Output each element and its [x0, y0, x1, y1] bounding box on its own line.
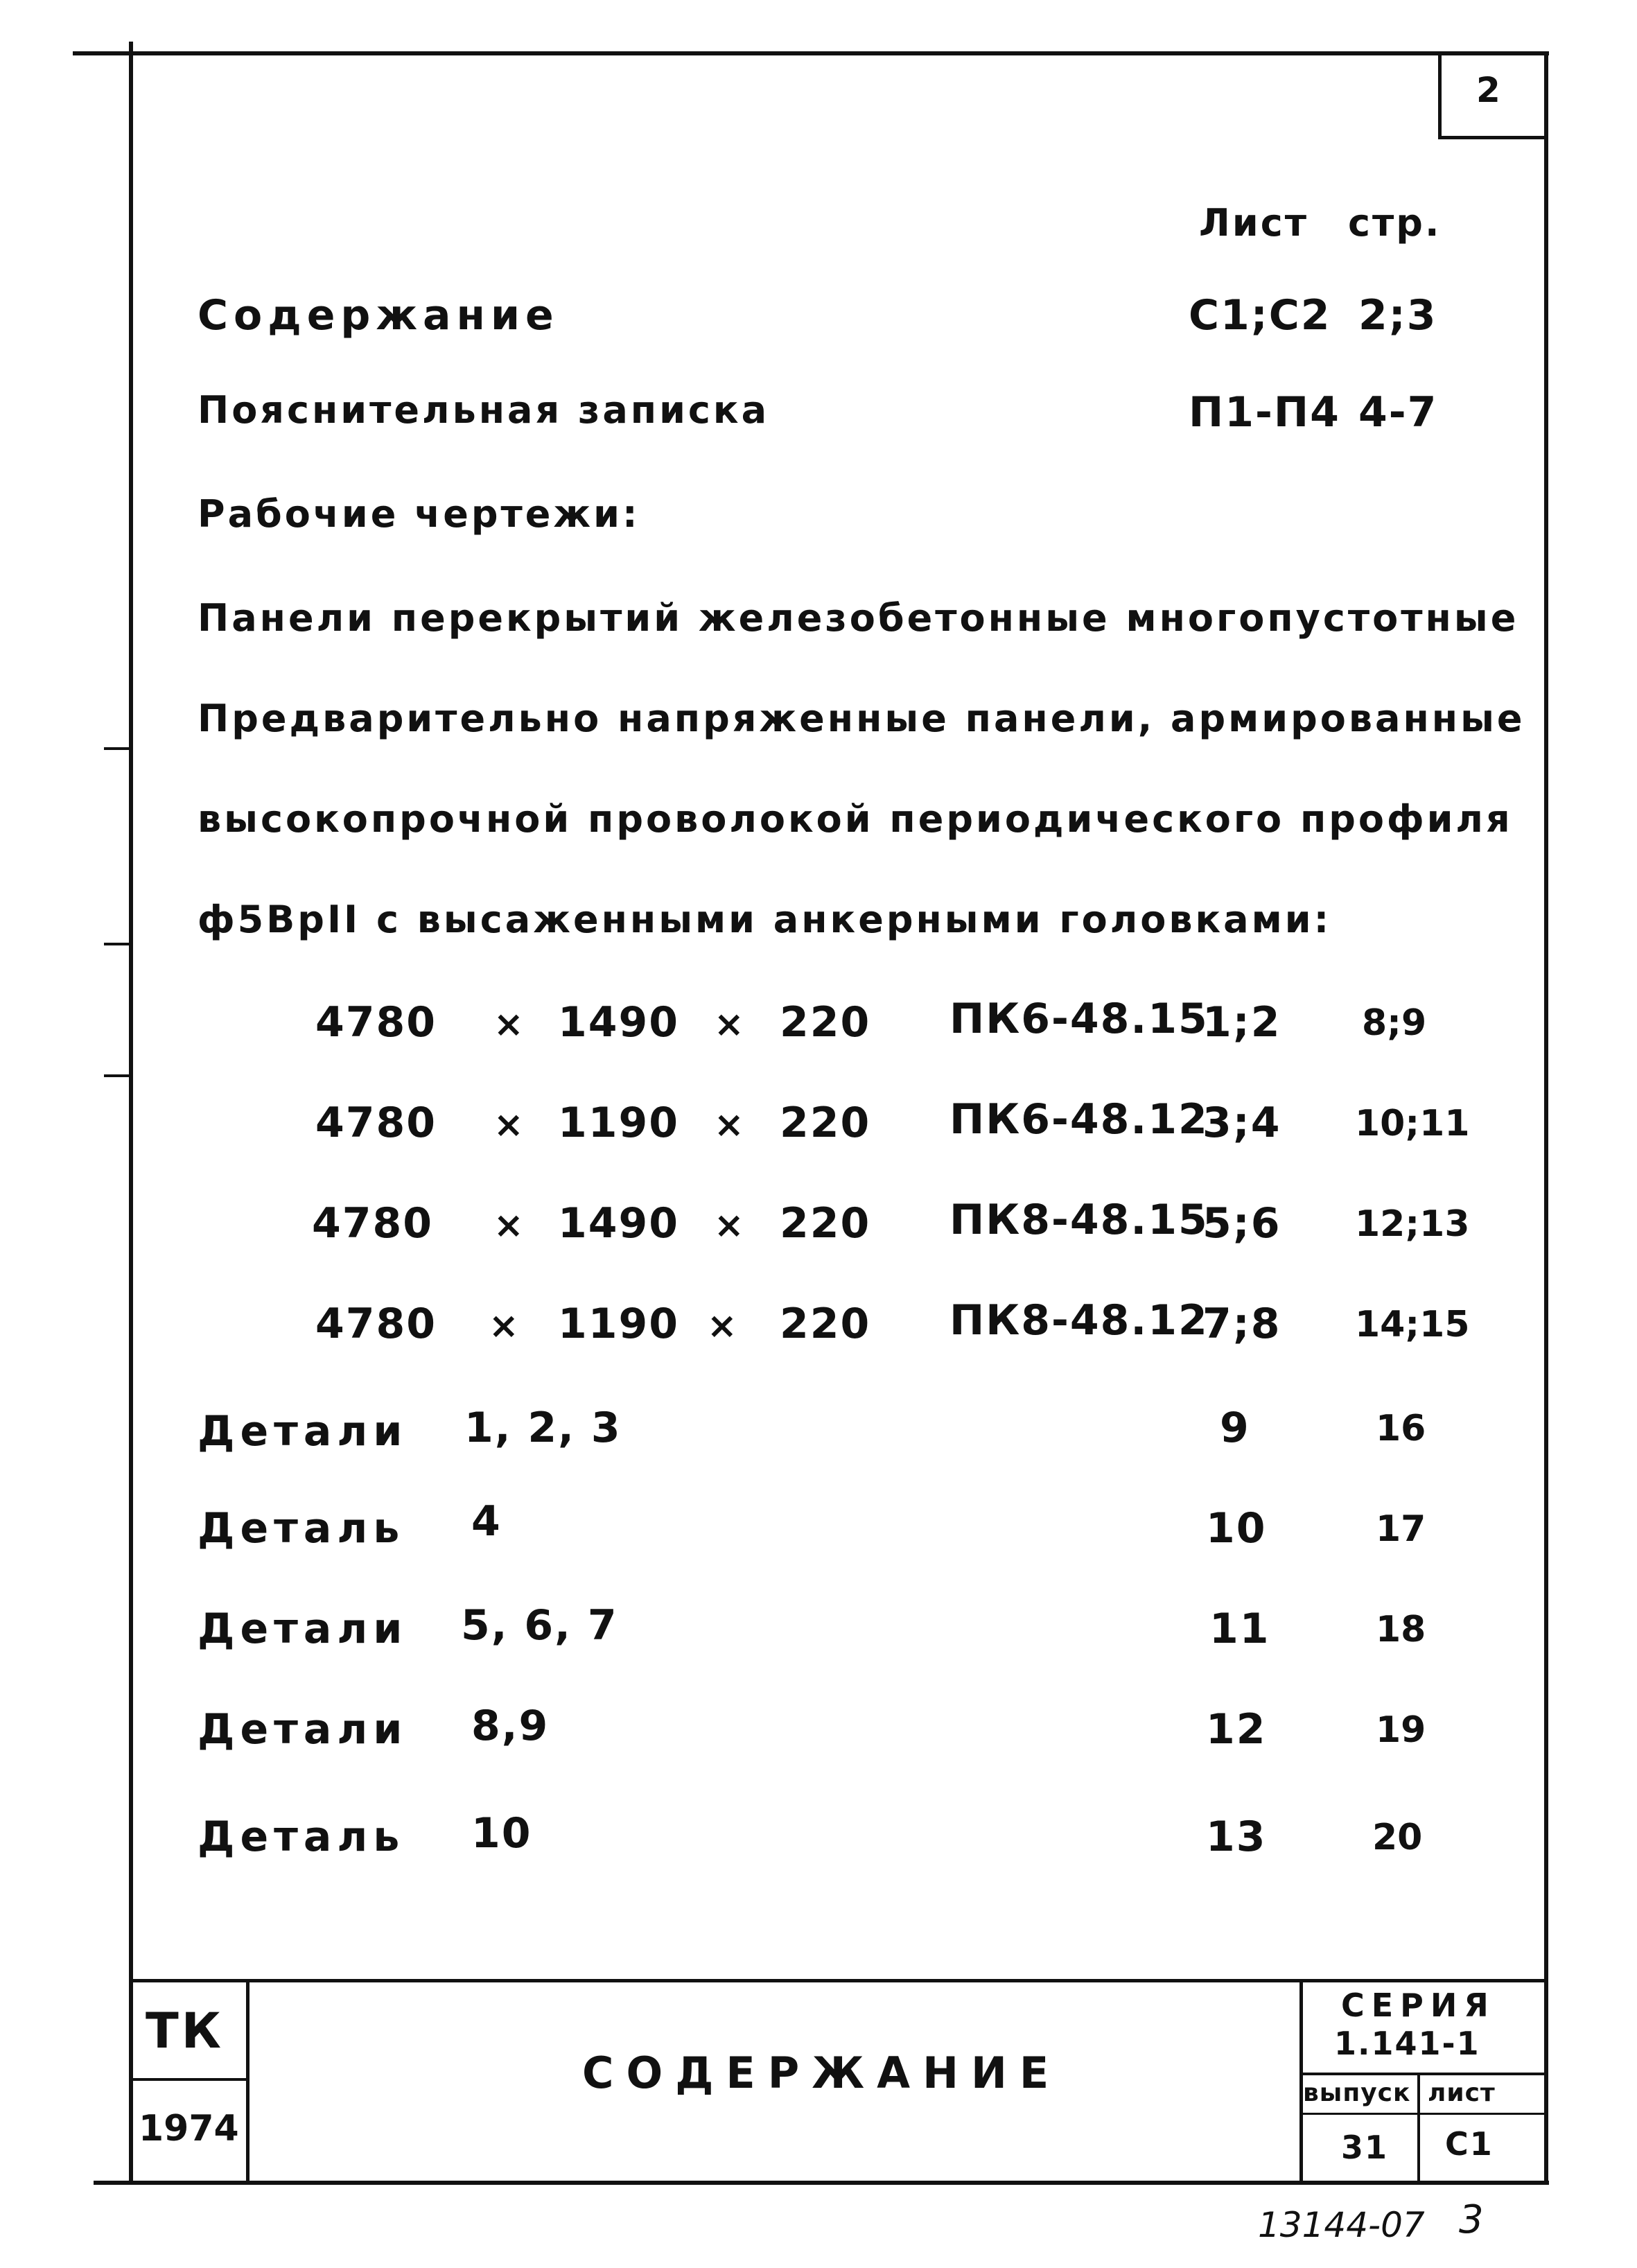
page-number-box-left	[1438, 54, 1442, 139]
detail-items: 4	[471, 1497, 502, 1546]
frame-bottom-line	[94, 2181, 1549, 2185]
title-block-left-divider	[246, 1981, 250, 2182]
detail-sheet: 9	[1220, 1404, 1250, 1452]
detail-label: Детали	[198, 1407, 408, 1456]
archive-number: 13144-07	[1258, 2205, 1425, 2245]
page-number-box-bottom	[1438, 136, 1546, 139]
title-block-top-line	[132, 1979, 1546, 1982]
title-block-sheet: С1	[1445, 2125, 1494, 2163]
margin-tick	[104, 1074, 132, 1077]
panel-page: 14;15	[1355, 1304, 1470, 1345]
detail-label: Деталь	[198, 1504, 405, 1553]
detail-page: 16	[1376, 1408, 1426, 1449]
panel-mark: ПК6-48.15	[949, 995, 1209, 1043]
detail-sheet: 10	[1206, 1504, 1267, 1553]
detail-label: Детали	[198, 1605, 408, 1653]
detail-page: 19	[1376, 1709, 1426, 1751]
panel-sheet: 1;2	[1202, 998, 1281, 1047]
times-sign: ×	[493, 1004, 524, 1045]
times-sign: ×	[489, 1305, 519, 1347]
panel-page: 8;9	[1362, 1002, 1427, 1044]
column-header-page: стр.	[1348, 201, 1442, 245]
column-header-sheet: Лист	[1199, 201, 1308, 245]
margin-tick	[104, 747, 132, 750]
title-block-issue-label: выпуск	[1303, 2079, 1411, 2107]
detail-label: Деталь	[198, 1813, 405, 1861]
detail-page: 17	[1376, 1508, 1426, 1550]
panel-length: 4780	[315, 998, 437, 1047]
panel-page: 12;13	[1355, 1203, 1470, 1245]
description-line: ф5ВрII с высаженными анкерными головками:	[198, 898, 1332, 941]
contents-sheet: С1;С2	[1189, 291, 1331, 340]
panel-height: 220	[780, 998, 871, 1047]
panel-page: 10;11	[1355, 1103, 1470, 1144]
frame-top-line	[73, 51, 1549, 55]
description-line: Предварительно напряженные панели, армированные	[198, 697, 1525, 740]
times-sign: ×	[493, 1104, 524, 1146]
contents-title: Пояснительная записка	[198, 388, 770, 432]
detail-page: 18	[1376, 1609, 1426, 1650]
panel-mark: ПК8-48.12	[949, 1296, 1209, 1345]
panel-sheet: 3;4	[1202, 1099, 1281, 1147]
title-block-issue-divider	[1417, 2074, 1420, 2182]
panel-width: 1190	[558, 1300, 679, 1348]
title-block-issue: 31	[1341, 2129, 1389, 2166]
times-sign: ×	[714, 1104, 744, 1146]
times-sign: ×	[707, 1305, 737, 1347]
detail-sheet: 11	[1209, 1605, 1270, 1653]
contents-title: Содержание	[198, 291, 559, 340]
panel-mark: ПК6-48.12	[949, 1095, 1209, 1144]
detail-label: Детали	[198, 1705, 408, 1754]
description-line: высокопрочной проволокой периодического профиля	[198, 797, 1513, 841]
detail-sheet: 12	[1206, 1705, 1267, 1754]
detail-items: 1, 2, 3	[464, 1404, 622, 1452]
panel-height: 220	[780, 1099, 871, 1147]
title-block-org: ТК	[146, 2003, 224, 2059]
section-heading: Рабочие чертежи:	[198, 492, 640, 536]
panel-length: 4780	[315, 1099, 437, 1147]
title-block-title: СОДЕРЖАНИЕ	[582, 2048, 1062, 2098]
frame-right-line	[1544, 51, 1548, 2183]
page-number: 2	[1476, 70, 1500, 110]
panel-width: 1490	[558, 998, 679, 1047]
title-block-series: 1.141-1	[1334, 2025, 1480, 2062]
contents-page: 2;3	[1358, 291, 1437, 340]
description-line: Панели перекрытий железобетонные многопустотные	[198, 596, 1519, 640]
contents-sheet: П1-П4	[1189, 388, 1340, 437]
frame-left-line	[129, 42, 133, 2183]
times-sign: ×	[493, 1205, 524, 1246]
detail-items: 10	[471, 1809, 532, 1858]
panel-height: 220	[780, 1199, 871, 1248]
panel-sheet: 5;6	[1202, 1199, 1281, 1248]
title-block-series-divider	[1302, 2073, 1546, 2075]
panel-width: 1190	[558, 1099, 679, 1147]
panel-sheet: 7;8	[1202, 1300, 1281, 1348]
archive-page: 3	[1459, 2197, 1484, 2242]
panel-height: 220	[780, 1300, 871, 1348]
title-block-org-divider	[132, 2078, 248, 2081]
detail-items: 8,9	[471, 1702, 550, 1750]
panel-length: 4780	[312, 1199, 433, 1248]
margin-tick	[104, 943, 132, 945]
title-block-sheet-label: лист	[1428, 2079, 1496, 2107]
panel-width: 1490	[558, 1199, 679, 1248]
title-block-series-label: СЕРИЯ	[1341, 1987, 1496, 2024]
panel-mark: ПК8-48.15	[949, 1196, 1209, 1244]
panel-length: 4780	[315, 1300, 437, 1348]
title-block-label-divider	[1302, 2113, 1546, 2115]
times-sign: ×	[714, 1004, 744, 1045]
contents-page: 4-7	[1358, 388, 1438, 437]
detail-page: 20	[1372, 1817, 1423, 1858]
detail-items: 5, 6, 7	[461, 1601, 618, 1650]
title-block-year: 1974	[139, 2108, 239, 2149]
detail-sheet: 13	[1206, 1813, 1267, 1861]
times-sign: ×	[714, 1205, 744, 1246]
